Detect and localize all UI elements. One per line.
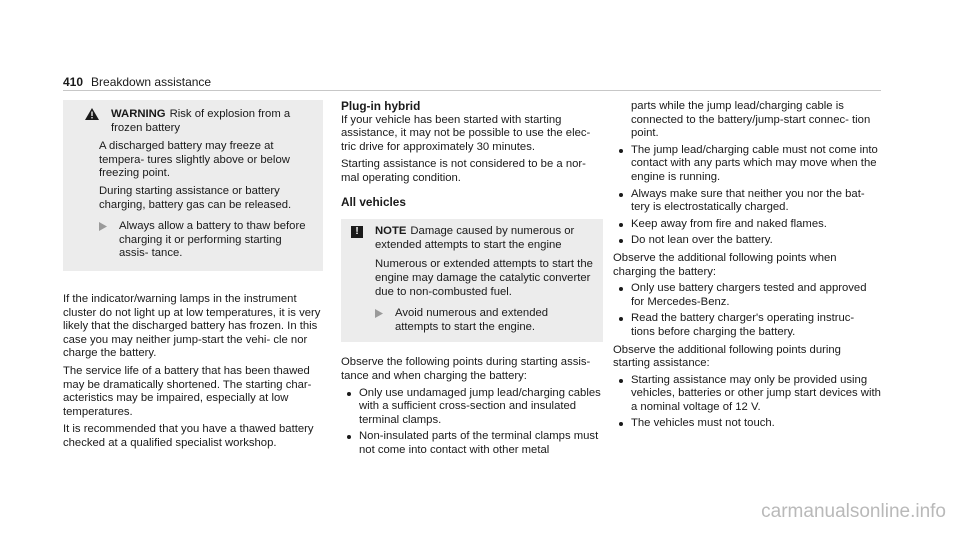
note-step bbox=[375, 307, 593, 334]
column-left bbox=[63, 100, 323, 450]
note-header bbox=[351, 225, 593, 252]
body-paragraph: Observe the following points during starting assis- tance and when charging the battery: bbox=[341, 356, 591, 382]
list-item: Keep away from fire and naked flames. bbox=[613, 218, 881, 232]
warning-box bbox=[63, 100, 323, 271]
continued-paragraph: parts while the jump lead/charging cable is connected to the battery/jump-start connec- tion point. bbox=[631, 100, 871, 140]
heading-all-vehicles: All vehicles bbox=[341, 194, 406, 209]
list-item: Always make sure that neither you nor the bat- tery is electrostatically charged. bbox=[613, 188, 881, 215]
body-paragraph: If the indicator/warning lamps in the instrument cluster do not light up at low temperatures, it is very likely that the discharged battery has frozen. In this case you may neither jump-start the vehi- cle nor charge the battery. bbox=[63, 292, 321, 360]
warning-step-text: Always allow a battery to thaw before charging it or performing starting assis- tance. bbox=[119, 220, 306, 260]
bullet-list bbox=[341, 387, 603, 458]
body-paragraph: Observe the additional following points during starting assistance: bbox=[613, 343, 841, 370]
step-arrow-icon bbox=[375, 307, 385, 334]
note-title: Damage caused by numerous or extended attempts to start the engine bbox=[375, 225, 575, 251]
list-item: The jump lead/charging cable must not come into contact with any parts which may move when the engine is running. bbox=[613, 144, 881, 185]
list-item: Read the battery charger's operating instruc- tions before charging the battery. bbox=[613, 312, 881, 339]
body-paragraph: Starting assistance is not considered to be a nor- mal operating condition. bbox=[341, 158, 586, 184]
warning-heading bbox=[111, 108, 309, 135]
body-paragraph: If your vehicle has been started with starting assistance, it may not be possible to use the elec- tric drive for approximately 30 minutes. bbox=[341, 113, 591, 153]
bullet-list bbox=[613, 282, 881, 339]
body-paragraph: Observe the additional following points when charging the battery: bbox=[613, 251, 837, 278]
warning-header bbox=[77, 108, 309, 135]
step-arrow-icon bbox=[99, 220, 109, 261]
heading-plug-in-hybrid: Plug-in hybrid bbox=[341, 99, 421, 113]
list-item: Do not lean over the battery. bbox=[613, 234, 881, 248]
bullet-list bbox=[613, 144, 881, 248]
list-item: Only use battery chargers tested and approved for Mercedes-Benz. bbox=[613, 282, 881, 309]
note-heading bbox=[375, 225, 593, 252]
note-label: NOTE bbox=[375, 225, 407, 238]
column-middle bbox=[341, 100, 603, 457]
note-step-text: Avoid numerous and extended attempts to start the engine. bbox=[395, 307, 549, 333]
warning-label: WARNING bbox=[111, 108, 166, 120]
list-item: Only use undamaged jump lead/charging cables with a sufficient cross-section and insulated terminal clamps. bbox=[341, 387, 603, 428]
watermark: carmanualsonline.info bbox=[761, 501, 946, 522]
warning-title: Risk of explosion from a frozen battery bbox=[111, 108, 291, 134]
list-item: The vehicles must not touch. bbox=[613, 417, 881, 431]
warning-step bbox=[99, 220, 309, 261]
note-exclamation-icon: ! bbox=[351, 226, 363, 238]
warning-paragraph: During starting assistance or battery charging, battery gas can be released. bbox=[99, 184, 292, 211]
note-body bbox=[351, 258, 593, 334]
note-box bbox=[341, 219, 603, 342]
list-item: Starting assistance may only be provided using vehicles, batteries or other jump start devices with a nominal voltage of 12 V. bbox=[613, 374, 881, 415]
list-item: Non-insulated parts of the terminal clamps must not come into contact with other metal bbox=[341, 430, 603, 457]
warning-paragraph: A discharged battery may freeze at tempera- tures slightly above or below freezing point. bbox=[99, 140, 290, 180]
note-paragraph: Numerous or extended attempts to start the engine may damage the catalytic converter due to non-combusted fuel. bbox=[375, 258, 593, 298]
body-paragraph: The service life of a battery that has been thawed may be dramatically shortened. The starting char- acteristics may be impaired, especially at low temperatures. bbox=[63, 364, 312, 418]
column-right bbox=[613, 100, 881, 431]
page-number: 410 bbox=[63, 75, 84, 89]
body-paragraph: It is recommended that you have a thawed battery checked at a qualified specialist workshop. bbox=[63, 423, 314, 449]
header-divider bbox=[63, 90, 881, 91]
warning-triangle-icon bbox=[85, 108, 99, 120]
bullet-list bbox=[613, 374, 881, 431]
page-header bbox=[63, 76, 211, 91]
section-title: Breakdown assistance bbox=[91, 75, 212, 89]
warning-body bbox=[77, 140, 309, 261]
